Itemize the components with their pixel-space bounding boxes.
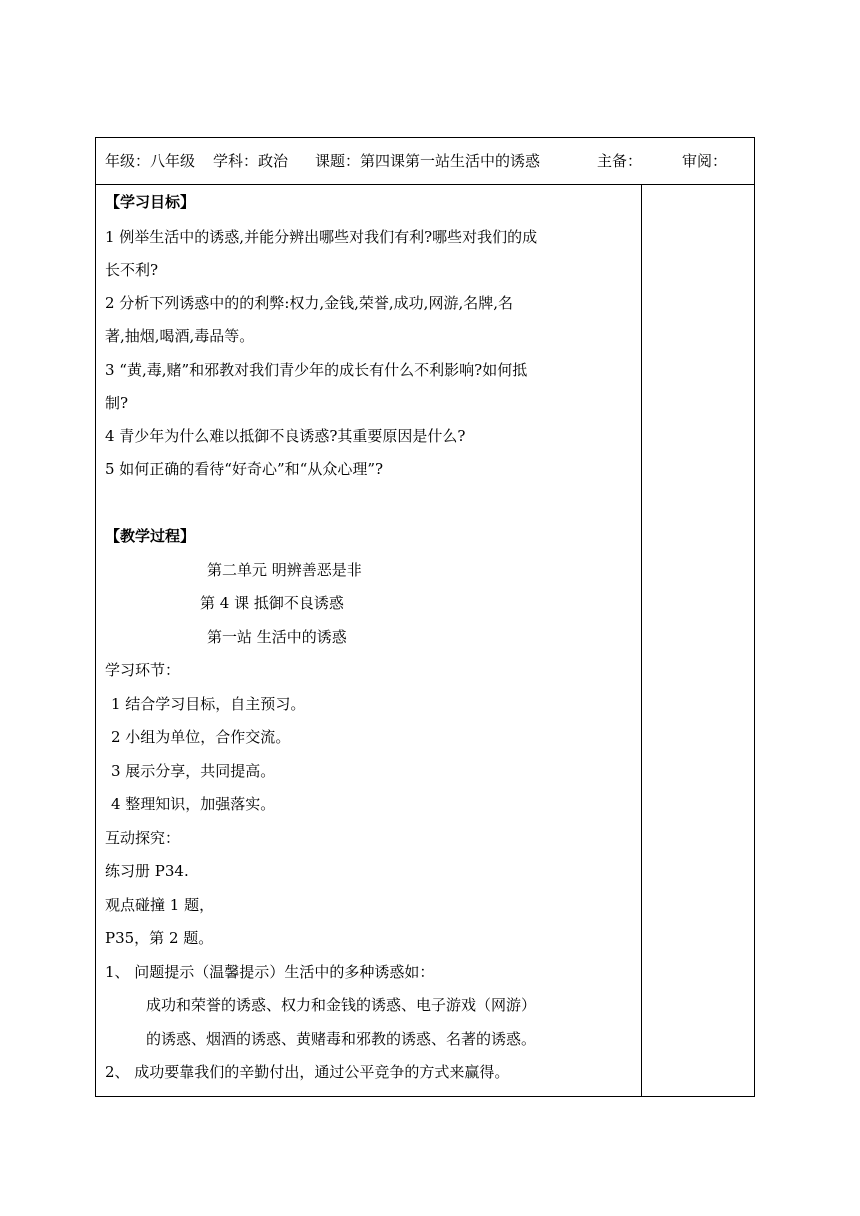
lead-teacher-label: 主备： <box>597 152 643 170</box>
explore-line: 练习册 P34. <box>105 862 189 880</box>
steps-label: 学习环节： <box>105 661 181 679</box>
objective-line: 著,抽烟,喝酒,毒品等。 <box>105 327 255 345</box>
step-item: 3 展示分享，共同提高。 <box>111 762 276 780</box>
lesson-title: 第 4 课 抵御不良诱惑 <box>200 594 344 612</box>
objective-line: 5 如何正确的看待“好奇心”和“从众心理”? <box>105 460 384 478</box>
grade-label: 年级：八年级 <box>105 152 196 170</box>
objective-line: 2 分析下列诱惑中的的利弊:权力,金钱,荣誉,成功,网游,名牌,名 <box>105 294 513 312</box>
explore-label: 互动探究： <box>105 829 181 847</box>
point-one-detail: 的诱惑、烟酒的诱惑、黄赌毒和邪教的诱惑、名著的诱惑。 <box>146 1030 537 1048</box>
unit-title: 第二单元 明辨善恶是非 <box>207 561 362 579</box>
objective-line: 1 例举生活中的诱惑,并能分辨出哪些对我们有利?哪些对我们的成 <box>105 228 538 246</box>
objectives-heading: 【学习目标】 <box>105 193 196 211</box>
objective-line: 4 青少年为什么难以抵御不良诱惑?其重要原因是什么? <box>105 427 466 445</box>
reviewer-label: 审阅： <box>682 152 728 170</box>
point-one-detail: 成功和荣誉的诱惑、权力和金钱的诱惑、电子游戏（网游） <box>146 996 537 1014</box>
step-item: 4 整理知识，加强落实。 <box>111 795 276 813</box>
topic-label: 课题：第四课第一站生活中的诱惑 <box>315 152 541 170</box>
step-item: 1 结合学习目标，自主预习。 <box>111 695 306 713</box>
point-two: 2、 成功要靠我们的辛勤付出，通过公平竞争的方式来赢得。 <box>105 1063 510 1081</box>
process-heading: 【教学过程】 <box>105 527 196 545</box>
point-one: 1、 问题提示（温馨提示）生活中的多种诱惑如： <box>105 963 435 981</box>
lesson-plan-table <box>95 137 755 1097</box>
notes-column <box>642 185 754 1096</box>
objective-line: 长不利? <box>105 261 159 279</box>
objective-line: 3 “黄,毒,赌”和邪教对我们青少年的成长有什么不利影响?如何抵 <box>105 361 528 379</box>
subject-label: 学科：政治 <box>213 152 289 170</box>
explore-line: P35，第 2 题。 <box>105 929 214 947</box>
header-row <box>96 138 754 185</box>
step-item: 2 小组为单位，合作交流。 <box>111 728 291 746</box>
station-title: 第一站 生活中的诱惑 <box>207 628 347 646</box>
explore-line: 观点碰撞 1 题， <box>105 896 215 914</box>
objective-line: 制? <box>105 394 129 412</box>
